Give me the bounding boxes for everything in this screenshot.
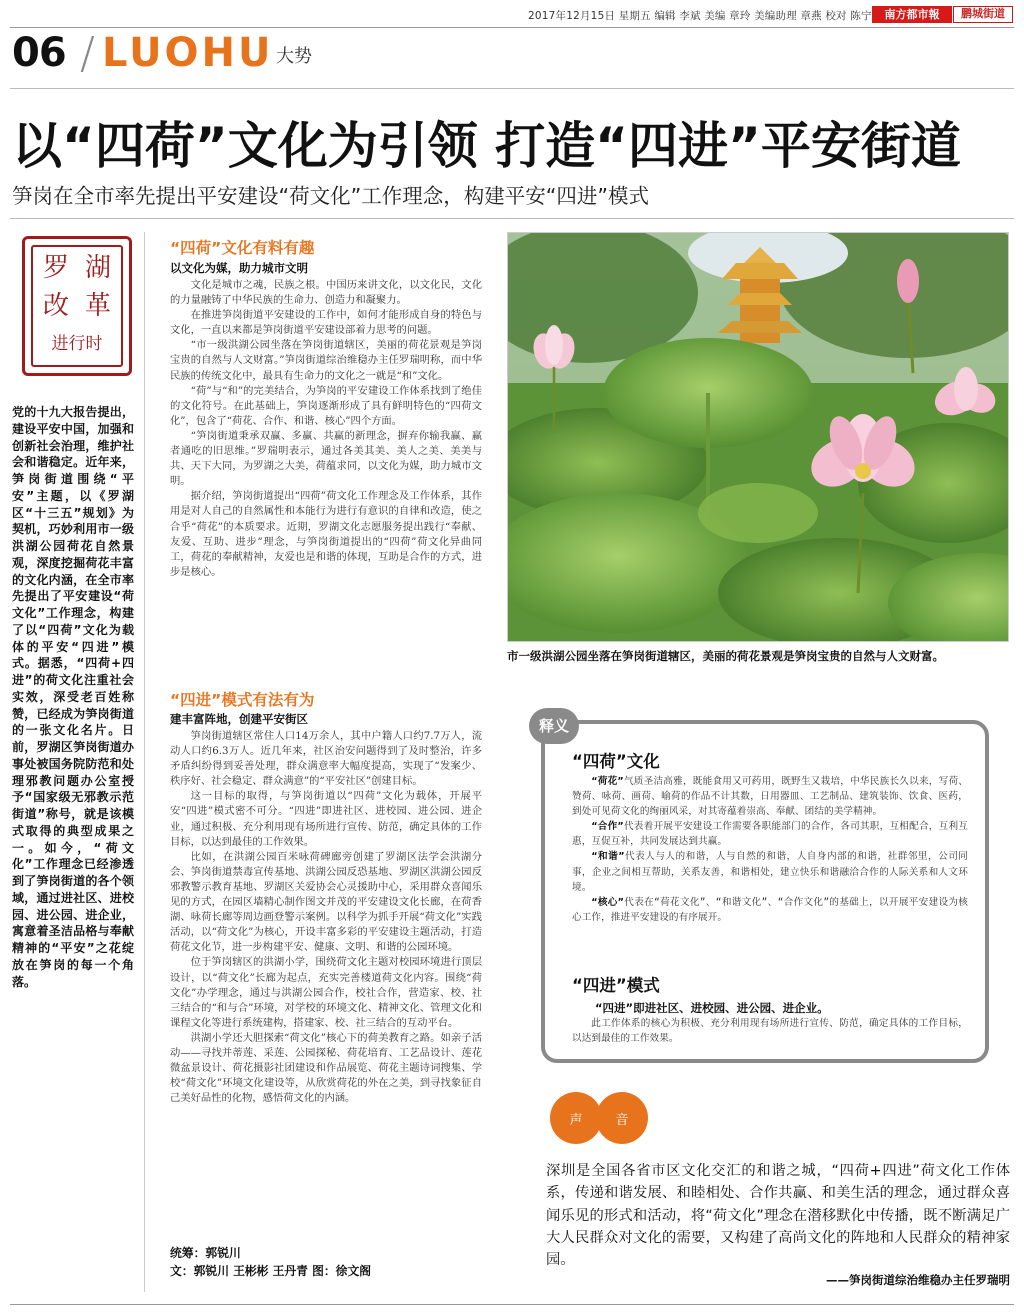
lotus-illustration — [508, 233, 1009, 642]
glossary-term: “和谐” — [591, 851, 625, 863]
glossary-text: 代表着开展平安建设工作需要各职能部门的合作，各司其职，互相配合，互利互惠，互促互补，共同发展达到共赢。 — [572, 821, 968, 848]
column-seal — [22, 236, 132, 376]
glossary-body — [572, 774, 968, 925]
photo-caption: 市一级洪湖公园坐落在笋岗街道辖区，美丽的荷花景观是笋岗宝贵的自然与人文财富。 — [507, 649, 944, 663]
section2-body — [170, 729, 482, 1106]
paragraph: 在推进笋岗街道平安建设的工作中，如何才能形成自身的特色与文化，一直以来都是笋岗街道平安建设部着力思考的问题。 — [170, 309, 482, 337]
paragraph: “市一级洪湖公园坐落在笋岗街道辖区，美丽的荷花景观是笋岗宝贵的自然与人文财富。”笋岗街道综治维稳办主任罗瑞明称，而中华民族的传统文化中，最具有生命力的文化之一就是“和”文化。 — [170, 339, 482, 382]
supplement-logo: 鹏城街道 — [953, 6, 1013, 23]
section-subtitle: 以文化为媒，助力城市文明 — [170, 261, 308, 275]
glossary-item — [572, 895, 968, 925]
paragraph: 笋岗街道辖区常住人口14万余人，其中户籍人口约7.7万人，流动人口约6.3万人。近几年来，社区治安问题得到了及时整治，许多矛盾纠纷得到妥善处理，群众满意率大幅度提高，实现了“发案少、秩序好、社会稳定、群众满意”的“平安社区”创建目标。 — [170, 730, 482, 788]
glossary-term: “核心” — [591, 896, 625, 908]
glossary-term: “荷花” — [591, 776, 624, 787]
seal-char: 改 — [42, 291, 69, 321]
glossary-term: “合作” — [591, 821, 624, 833]
paragraph: 这一目标的取得，与笋岗街道以“四荷”文化为载体，开展平安“四进”模式密不可分。“四进”即进社区、进校园、进公园、进企业，通过积极、充分利用现有场所进行宣传、防范，确定具体的工作目标，以达到最佳的工作效果。 — [170, 790, 482, 848]
glossary-tag: 释义 — [529, 708, 579, 744]
glossary-text: 代表人与人的和谐，人与自然的和谐，人自身内部的和谐，社群邻里，公司同事，企业之间相互帮助，关系友善，和谐相处，建立快乐和谐融洽合作的人际关系和人文环境。 — [572, 851, 968, 893]
issue-meta: 2017年12月15日 星期五 编辑 李斌 美编 章玲 美编助理 章燕 校对 陈宁 — [528, 10, 872, 22]
paragraph: “荷”与“和”的完美结合，为笋岗的平安建设工作体系找到了绝佳的文化符号。在此基础上，笋岗逐渐形成了具有鲜明特色的“四荷文化”，包含了“荷花、合作、和谐、核心”四个方面。 — [170, 384, 482, 427]
paragraph: 据介绍，笋岗街道提出“四荷”荷文化工作理念及工作体系，其作用是对人自己的自然属性和本能行为进行有意识的自律和改造，使之合乎“荷花”的本质要求。近期，罗湖文化志愿服务提出践行“奉献、友爱、互助、进步”理念，与笋岗街道提出的“四荷”荷文化异曲同工，荷花的奉献精神，友爱也是和谐的体现，互助是合作的方式，进步是核心。 — [170, 490, 482, 578]
seal-char: 罗 — [42, 253, 69, 283]
bottom-rule — [10, 1304, 1014, 1305]
credits — [170, 1244, 490, 1280]
section-title: “四进”模式有法有为 — [170, 691, 315, 709]
voice-quote: 深圳是全国各省市区文化交汇的和谐之城，“四荷+四进”荷文化工作体系，传递和谐发展、和睦相处、合作共赢、和美生活的理念，通过群众喜闻乐见的形式和活动，将“荷文化”理念在潜移默化中传播，既不断满足广大人民群众对文化的需要，又构建了高尚文化的阵地和人民群众的精神家园。 — [546, 1163, 1010, 1269]
page-number: 06 — [12, 30, 66, 76]
seal-char: 进行时 — [51, 334, 103, 354]
credit-writers: 文：郭锐川 王彬彬 王丹青 图：徐文阁 — [170, 1264, 372, 1278]
voice-badge-1: 声 — [550, 1092, 602, 1144]
lead-paragraph: 党的十九大报告提出，建设平安中国，加强和创新社会治理，维护社会和谐稳定。近年来，笋岗街道围绕“平安”主题，以《罗湖区“十三五”规划》为契机，巧妙利用市一级洪湖公园荷花自然景观，深度挖掘荷花丰富的文化内涵，在全市率先提出了平安建设“荷文化”工作理念，构建了以“四荷”文化为载体的平安“四进”模式。据悉，“四荷+四进”的荷文化注重社会实效，深受老百姓称赞，已经成为笋岗街道的一张文化名片。日前，罗湖区笋岗街道办事处被国务院防范和处理邪教问题办公室授予“国家级无邪教示范街道”称号，就是该模式取得的典型成果之一。如今，“荷文化”工作理念已经渗透到了笋岗街道的各个领域，通过进社区、进校园、进公园、进企业，寓意着圣洁品格与奉献精神的“平安”之花绽放在笋岗的每一个角落。 — [12, 405, 134, 989]
section1-body — [170, 278, 482, 580]
subhead-rule — [10, 218, 1014, 219]
headline: 以“四荷”文化为引领 打造“四进”平安街道 — [12, 117, 961, 175]
column-divider — [144, 232, 145, 1292]
paragraph: “笋岗街道秉承双赢、多赢、共赢的新理念，摒弃你输我赢、赢者通吃的旧思维。”罗瑞明表示，通过各美其美、美人之美、美美与共、天下大同，为罗湖之大美，荷蕴求同，以文化为媒，助力城市文明。 — [170, 429, 482, 488]
section-name-cn: 大势 — [276, 46, 312, 67]
glossary-text: 代表在“荷花文化”、“和谐文化”、“合作文化”的基础上，以开展平安建设为核心工作，推进平安建设的有序展开。 — [572, 896, 969, 923]
quote-attribution: ——笋岗街道综治维稳办主任罗瑞明 — [826, 1273, 1010, 1287]
section-heading-sihe — [170, 236, 490, 258]
slash-divider: / — [80, 28, 95, 79]
lotus-photo — [507, 232, 1009, 642]
paragraph: 比如，在洪湖公园百米咏荷碑廊旁创建了罗湖区法学会洪湖分会、笋岗街道禁毒宣传基地、洪湖公园反恐基地、罗湖区洪湖公园反邪教警示教育基地、罗湖区关爱协会心灵援助中心，采用群众喜闻乐见的方式，在园区墙精心制作图文并茂的平安建设文化长廊，在荷香湖、咏荷长廊等周边画登警示案例。以科学为抓手开展“荷文化”实践活动，以“荷文化”为核心，开设丰富多彩的平安建设主题活动，打造荷花文化节，进一步构建平安、健康、文明、和谐的公园环境。 — [170, 850, 482, 954]
header-rule — [10, 88, 1014, 89]
paragraph: 位于笋岗辖区的洪湖小学，围绕荷文化主题对校园环境进行顶层设计，以“荷文化”长廊为起点，充实完善楼道荷文化内容。围绕“荷文化”办学理念，通过与洪湖公园合作，校社合作，营造家、校、社三结合的“和与合”环境，对学校的环境文化、精神文化、管理文化和课程文化等进行系统建构，搭建家、校、社三结合的互动平台。 — [170, 956, 482, 1029]
paragraph: 文化是城市之魂，民族之根。中国历来讲文化，以文化民，文化的力量融铸了中华民族的生命力、创造力和凝聚力。 — [170, 279, 482, 307]
paragraph: 洪湖小学还大胆探索“荷文化”核心下的荷美教育之路。如亲子活动——寻找并蒂莲、采莲、公园探秘、荷花培育、工艺品设计、莲花微盆景设计、荷花摄影社团建设和作品展览、荷花主题诗词搜集、学校“荷文化”环境文化建设等，从欣赏荷花的外在之美，到寻找象征自己美好品性的化物，感悟荷文化的内涵。 — [170, 1031, 482, 1105]
voice-badge-2: 音 — [596, 1092, 648, 1144]
glossary-heading-sihe: “四荷”文化 — [572, 752, 660, 771]
glossary-heading-sijin: “四进”模式 — [572, 976, 660, 995]
glossary-item — [572, 819, 968, 849]
glossary-text: 气质圣洁高雅，既能食用又可药用，既野生又栽培，中华民族长久以来，写荷、赞荷、咏荷、画荷、喻荷的作品不计其数，日用器皿、工艺制品、建筑装饰、饮食、医药，到处可见荷文化的绚丽风采，对其寄蕴着崇高、奉献、团结的美学精神。 — [572, 776, 968, 818]
sijin-definition: “四进”即进社区、进校园、进公园、进企业。 — [595, 1001, 829, 1015]
section-subtitle: 建丰富阵地，创建平安街区 — [170, 712, 308, 726]
top-rule — [10, 27, 1014, 28]
seal-char: 湖 — [84, 253, 111, 283]
seal-char: 革 — [84, 291, 111, 321]
section-name-en: LUOHU — [102, 30, 274, 76]
section-title: “四荷”文化有料有趣 — [170, 239, 315, 257]
newspaper-logo: 南方都市報 — [872, 6, 952, 23]
glossary-item — [572, 774, 968, 819]
credit-planner: 统筹：郭锐川 — [170, 1246, 241, 1260]
sijin-text: 此工作体系的核心为积极、充分利用现有场所进行宣传、防范，确定具体的工作目标，以达到最佳的工作效果。 — [572, 1018, 968, 1045]
glossary-item — [572, 849, 968, 894]
subheadline: 笋岗在全市率先提出平安建设“荷文化”工作理念，构建平安“四进”模式 — [12, 184, 649, 208]
